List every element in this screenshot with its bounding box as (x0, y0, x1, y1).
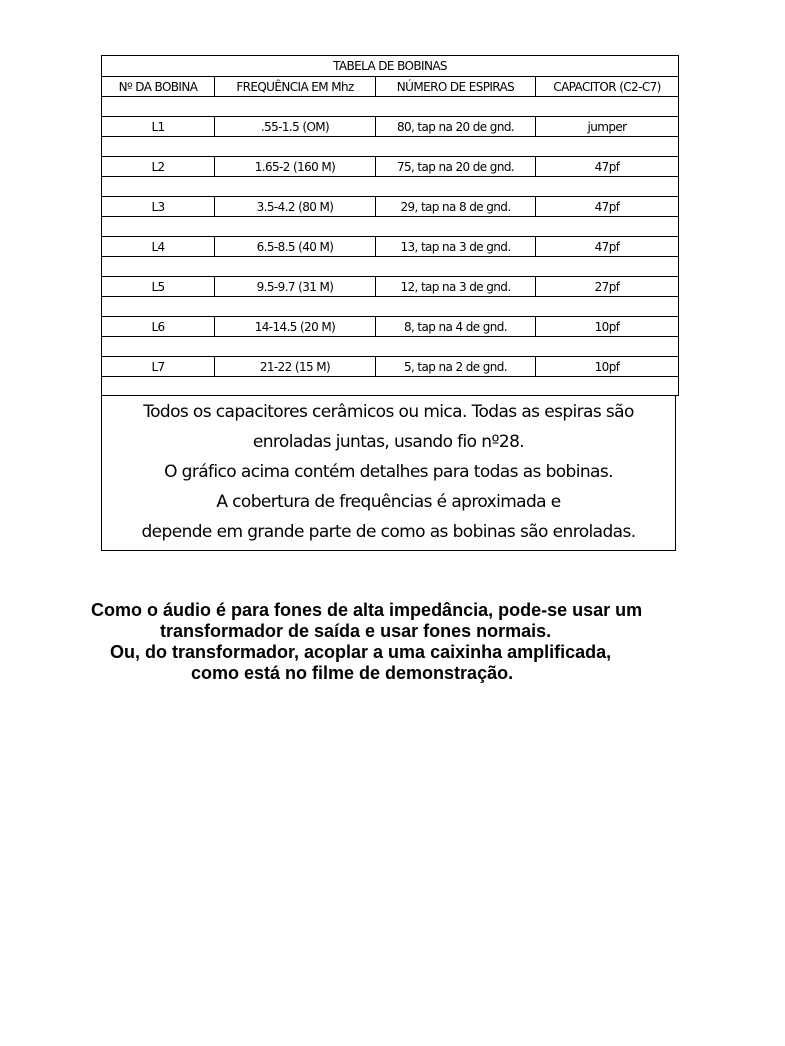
footer-line: transformador de saída e usar fones normais. (160, 621, 552, 641)
spacer-row (102, 377, 679, 396)
notes-line: enroladas juntas, usando fio nº28. (252, 432, 525, 452)
cell-frequency: 21-22 (15 M) (215, 357, 376, 377)
cell-coil: L1 (102, 117, 215, 137)
cell-capacitor: 10pf (536, 357, 679, 377)
cell-coil: L6 (102, 317, 215, 337)
table-row (102, 237, 679, 257)
spacer-row (102, 297, 679, 317)
footer-line: Como o áudio é para fones de alta impedância, pode-se usar um (91, 600, 643, 620)
cell-turns: 75, tap na 20 de gnd. (376, 157, 536, 177)
header-turns: NÚMERO DE ESPIRAS (376, 77, 536, 97)
cell-coil: L4 (102, 237, 215, 257)
table-row (102, 277, 679, 297)
notes-line: O gráfico acima contém detalhes para todas as bobinas. (164, 462, 613, 482)
cell-capacitor: 47pf (536, 237, 679, 257)
cell-frequency: 14-14.5 (20 M) (215, 317, 376, 337)
table-row (102, 157, 679, 177)
cell-turns: 12, tap na 3 de gnd. (376, 277, 536, 297)
spacer-row (102, 177, 679, 197)
cell-turns: 5, tap na 2 de gnd. (376, 357, 536, 377)
cell-frequency: 9.5-9.7 (31 M) (215, 277, 376, 297)
coil-table (101, 55, 679, 396)
table-row (102, 317, 679, 337)
cell-coil: L2 (102, 157, 215, 177)
cell-capacitor: 27pf (536, 277, 679, 297)
header-capacitor: CAPACITOR (C2-C7) (536, 77, 679, 97)
cell-capacitor: 47pf (536, 157, 679, 177)
table-row (102, 357, 679, 377)
cell-capacitor: 10pf (536, 317, 679, 337)
cell-turns: 13, tap na 3 de gnd. (376, 237, 536, 257)
table-title: TABELA DE BOBINAS (102, 56, 679, 77)
notes-line: A cobertura de frequências é aproximada e (216, 492, 561, 512)
table-row (102, 197, 679, 217)
cell-frequency: 3.5-4.2 (80 M) (215, 197, 376, 217)
cell-capacitor: jumper (536, 117, 679, 137)
notes-box (101, 396, 676, 551)
spacer-row (102, 217, 679, 237)
header-coil-number: Nº DA BOBINA (102, 77, 215, 97)
spacer-row (102, 97, 679, 117)
cell-frequency: .55-1.5 (OM) (215, 117, 376, 137)
footer-paragraph (0, 600, 785, 684)
cell-turns: 29, tap na 8 de gnd. (376, 197, 536, 217)
cell-coil: L5 (102, 277, 215, 297)
cell-turns: 8, tap na 4 de gnd. (376, 317, 536, 337)
notes-line: depende em grande parte de como as bobinas são enroladas. (141, 522, 636, 542)
footer-line: Ou, do transformador, acoplar a uma caixinha amplificada, (110, 642, 612, 662)
header-frequency: FREQUÊNCIA EM Mhz (215, 77, 376, 97)
footer-line: como está no filme de demonstração. (191, 663, 514, 683)
cell-frequency: 1.65-2 (160 M) (215, 157, 376, 177)
cell-frequency: 6.5-8.5 (40 M) (215, 237, 376, 257)
table-row (102, 117, 679, 137)
cell-coil: L7 (102, 357, 215, 377)
cell-turns: 80, tap na 20 de gnd. (376, 117, 536, 137)
spacer-row (102, 137, 679, 157)
cell-capacitor: 47pf (536, 197, 679, 217)
spacer-row (102, 337, 679, 357)
notes-line: Todos os capacitores cerâmicos ou mica. Todas as espiras são (143, 402, 634, 422)
coil-table-section (101, 55, 677, 551)
cell-coil: L3 (102, 197, 215, 217)
spacer-row (102, 257, 679, 277)
